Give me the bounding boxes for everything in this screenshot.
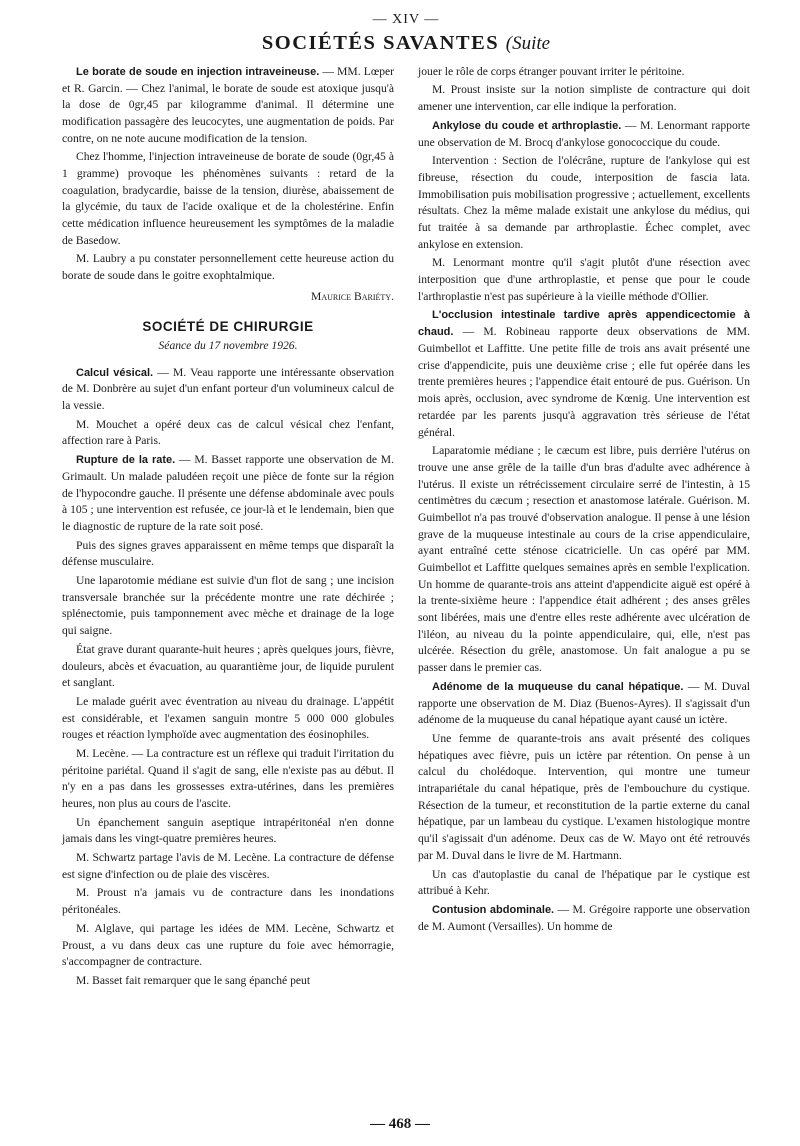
article-heading: Calcul vésical. (76, 366, 154, 379)
roman-page-number: — XIV — (372, 12, 440, 27)
article-heading: Le borate de soude en injection intraveineuse. (76, 65, 320, 78)
page-number: — 468 — (370, 1116, 430, 1133)
paragraph: M. Lenormant montre qu'il s'agit plutôt d'une résection avec interposition que d'une arthroplastie, et pense que pour le coude l'arthroplastie n'est pas supérieure à la vieille méthode d'Ollier. (418, 256, 750, 303)
paragraph: M. Proust insiste sur la notion simpliste de contracture qui doit amener une intervention, car elle indique la perforation. (418, 83, 750, 114)
article-heading: L'occlusion intestinale tardive après appendicectomie à chaud. (418, 309, 750, 339)
paragraph-occlusion (418, 307, 750, 441)
paragraph: Puis des signes graves apparaissent en même temps que disparaît la défense musculaire. (62, 538, 394, 569)
article-text: — M. Lenormant rapporte une observation de M. Brocq d'ankylose gonococcique du coude. (418, 118, 751, 149)
paragraph-borate (62, 64, 394, 148)
article-text: — M. Grégoire rapporte une observation de M. Aumont (Versailles). Un homme de (418, 902, 750, 933)
article-heading: Adénome de la muqueuse du canal hépatique. (432, 680, 684, 693)
paragraph: jouer le rôle de corps étranger pouvant irriter le péritoine. (418, 64, 685, 78)
article-text: — M. Robineau rapporte deux observations de MM. Guimbellot et Laffitte. Une petite fille de trois ans avait présenté une crise d'appendicite, puis une deuxième crise ; elle fut opérée dans les trente premières heures ; l'appendice était entouré de pus. Guérison. Un mois après, occlusion, avec syndrome de Kœnig. Une intervention est retardée par les parents jusqu'à aggravation très sérieuse de l'état général. (418, 325, 750, 439)
paragraph: M. Proust n'a jamais vu de contracture dans les inondations péritonéales. (62, 886, 394, 917)
left-column (62, 64, 394, 992)
signature: Maurice Bariéty. (311, 289, 394, 303)
paragraph: Chez l'homme, l'injection intraveineuse de borate de soude (0gr,45 à 1 gramme) provoque les phénomènes suivants : retard de la coagulation, bradycardie, baisse de la tension, diurèse, abaissement de la glycémie, du taux de l'acide oxalique et de la cholestérine. Enfin cette médication influence heureusement les symptômes de la maladie de Basedow. (62, 150, 394, 247)
title-text: SOCIÉTÉS SAVANTES (261, 32, 500, 55)
paragraph: M. Alglave, qui partage les idées de MM. Lecène, Schwartz et Proust, a vu dans deux cas une rupture du foie avec hémorragie, s'accompagner de contracture. (62, 921, 394, 969)
article-text: — MM. Lœper et R. Garcin. — Chez l'animal, le borate de soude est atoxique jusqu'à la dose de 0gr,45 par kilogramme d'animal. Il détermine une modification passagère des leucocytes, une augmentation de poids. Par contre, on ne note aucune modification de la tension. (62, 64, 394, 145)
paragraph-rupture (62, 452, 394, 536)
paragraph-ankylose (418, 118, 750, 152)
article-text: — M. Basset rapporte une observation de M. Grimault. Un malade paludéen reçoit une pièce de fonte sur la région de l'hypocondre gauche. Il présente une défense abdominale avec pouls à 105 ; une intervention est refusée, ce jour-là et le lendemain, bien que le diagnostic de rupture de la rate soit posé. (62, 453, 394, 534)
paragraph: M. Lecène. — La contracture est un réflexe qui traduit l'irritation du péritoine pariétal. Quand il s'agit de sang, elle n'existe pas au début. Il n'y en a pas dans les grossesses extra-utérines, dans les premières heures, non plus au cours de l'ascite. (62, 746, 394, 811)
paragraph-calcul (62, 365, 394, 415)
article-text: — M. Veau rapporte une intéressante observation de M. Donbrère au sujet d'un enfant porteur d'un volumineux calcul de la vessie. (62, 365, 394, 413)
two-column-body (62, 64, 750, 992)
article-heading: Contusion abdominale. (432, 903, 555, 916)
article-text: — M. Duval rapporte une observation de M. Diaz (Buenos-Ayres). Il s'agissait d'un adénome de la muqueuse du canal hépatique ayant causé un ictère. (418, 679, 750, 727)
paragraph-contusion (418, 902, 750, 936)
article-heading: Ankylose du coude et arthroplastie. (432, 119, 622, 132)
paragraph: Un épanchement sanguin aseptique intrapéritonéal n'en donne jamais dans les vingt-quatre premières heures. (62, 815, 394, 846)
section-heading: SOCIÉTÉ DE CHIRURGIE (142, 319, 314, 335)
paragraph: État grave durant quarante-huit heures ; après quelques jours, fièvre, douleurs, abcès et évacuation, au quarantième jour, de liquide purulent et sanglant. (62, 642, 394, 690)
paragraph: M. Basset fait remarquer que le sang épanché peut (76, 973, 311, 987)
paragraph: Une femme de quarante-trois ans avait présenté des coliques hépatiques avec fièvre, puis un ictère par rétention. On pense à un calcul du cholédoque. Intervention, qui montre une tumeur intrapariétale du canal hépatique, près de l'embouchure du cystique. Résection de la tumeur, et reconstitution de la partie externe du canal hépatique, par un lambeau du cystique. L'examen histologique montre qu'il s'agissait d'un adénome. Deux cas de W. Mayo ont été retrouvés par M. Duval dans le livre de M. Hartmann. (418, 732, 750, 862)
paragraph-adenome (418, 679, 750, 729)
paragraph: M. Mouchet a opéré deux cas de calcul vésical chez l'enfant, affection rare à Paris. (62, 417, 394, 448)
paragraph: M. Laubry a pu constater personnellement cette heureuse action du borate de soude dans le goitre exophtalmique. (62, 252, 394, 283)
session-date: Séance du 17 novembre 1926. (158, 338, 298, 352)
right-column (418, 64, 750, 992)
article-heading: Rupture de la rate. (76, 454, 176, 467)
paragraph: M. Schwartz partage l'avis de M. Lecène. La contracture de défense est signe d'infection ou de plaie des viscères. (62, 851, 394, 881)
title-suite: (Suite (505, 33, 551, 55)
paragraph: Le malade guérit avec éventration au niveau du drainage. L'appétit est considérable, et l'examen sanguin montre 5 000 000 globules rouges et réaction lymphoïde avec augmentation des éosinophiles. (62, 694, 394, 742)
paragraph: Intervention : Section de l'olécrâne, rupture de l'ankylose qui est fibreuse, résection du coude, interposition de fascia lata. Immobilisation puis mobilisation progressive ; actuellement, excellents résultats. Chez la même malade existait une ankylose du médius, qui fut traitée à sa demande par arthroplastie. Échec complet, avec ankylose en extension. (418, 154, 750, 251)
paragraph: Laparatomie médiane ; le cæcum est libre, puis derrière l'utérus on trouve une anse grêle de la taille d'un bras d'adulte avec adhérence à l'utérus. Il existe un rétrécissement circulaire serré de l'intestin, à 15 centimètres du cæcum ; resection et anastomose latérale. Guérison. M. Guimbellot n'a pas trouvé d'observation analogue. Il pense à une lésion grave de la muqueuse intestinale au cours de la crise appendiculaire, ayant entraîné cette sténose cicatricielle. Un cas opéré par MM. Guimbellot et Laffitte quelques semaines après en semble l'explication. Un homme de quarante-trois ans atteint d'appendicite aiguë est opéré à la trente-sixième heure : l'appendice était adhérent ; des anses grêles sont libérées, mais une d'entre elles reste adhérente avec ulcération de l'iléon, au niveau du la pointe appendiculaire, qui, elle, n'est pas ulcérée. Résection du grêle, anastomose. Un fait analogue a pu se passer dans le premier cas. (418, 444, 750, 675)
paragraph: Un cas d'autoplastie du canal de l'hépatique par le cystique est attribué à Kehr. (418, 867, 750, 898)
page-title (62, 29, 750, 59)
paragraph: Une laparotomie médiane est suivie d'un flot de sang ; une incision transversale branchée sur la précédente montre une rate déchirée ; splénectomie, puis tamponnement avec mèche et drainage de la loge qui saigne. (62, 574, 394, 638)
